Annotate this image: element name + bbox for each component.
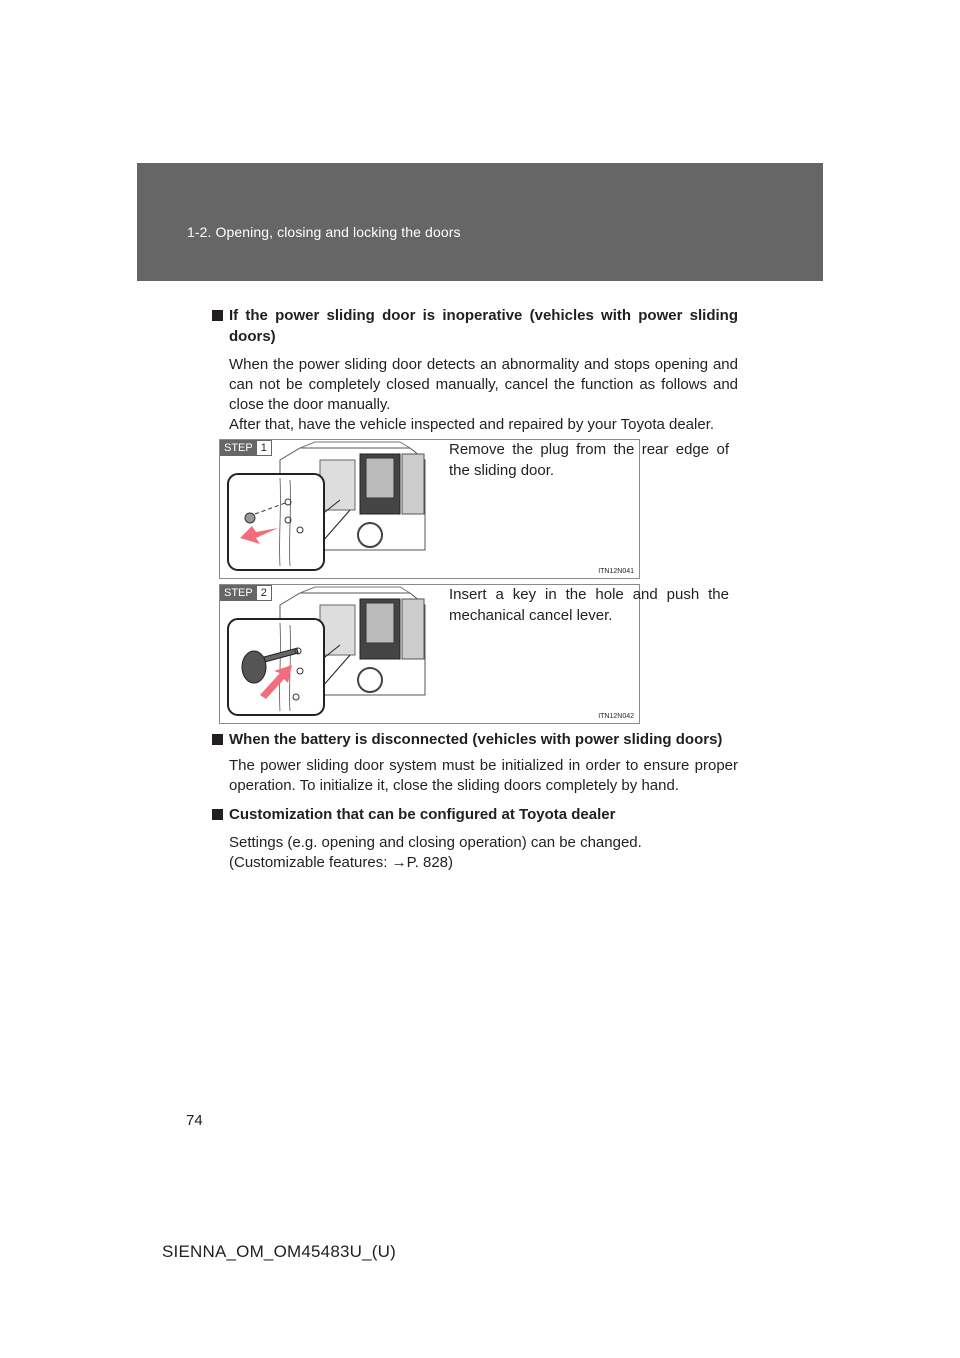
section-body [212, 355, 738, 435]
square-bullet-icon [212, 310, 223, 321]
figure-code: ITN12N041 [598, 568, 634, 575]
section-heading [212, 305, 738, 347]
sliding-door-illustration [220, 440, 430, 578]
body-paragraph: Settings (e.g. opening and closing operation) can be changed. [229, 834, 642, 851]
body-paragraph: The power sliding door system must be initialized in order to ensure proper operation. To initialize it, close the sliding doors completely by hand. [229, 757, 738, 794]
step-instruction: Remove the plug from the rear edge of the sliding door. [449, 441, 729, 479]
page-number: 74 [186, 1112, 203, 1129]
section-body [212, 756, 738, 796]
step-2 [212, 584, 738, 724]
heading-text: When the battery is disconnected (vehicles with power sliding doors) [229, 731, 723, 748]
section-body [212, 833, 738, 873]
key-cancel-lever-illustration [220, 585, 430, 723]
step-word: STEP [220, 585, 257, 601]
page-content [212, 305, 738, 873]
section-heading [212, 804, 738, 825]
step-number: 1 [257, 440, 272, 456]
document-id: SIENNA_OM_OM45483U_(U) [162, 1242, 396, 1261]
step-label [220, 440, 272, 456]
section-header-bar [137, 163, 823, 281]
square-bullet-icon [212, 809, 223, 820]
body-paragraph: When the power sliding door detects an abnormality and stops opening and can not be completely closed manually, cancel the function as follows and close the door manually. [229, 356, 738, 413]
square-bullet-icon [212, 734, 223, 745]
heading-text: Customization that can be configured at Toyota dealer [229, 806, 616, 823]
figure-code: ITN12N042 [598, 713, 634, 720]
cross-reference: (Customizable features: →P. 828) [229, 854, 453, 871]
step-word: STEP [220, 440, 257, 456]
step-instruction: Insert a key in the hole and push the mechanical cancel lever. [449, 586, 729, 624]
step-number: 2 [257, 585, 272, 601]
step-1 [212, 439, 738, 579]
body-paragraph: After that, have the vehicle inspected and repaired by your Toyota dealer. [229, 416, 715, 433]
heading-text: If the power sliding door is inoperative (vehicles with power sliding doors) [229, 307, 738, 345]
section-title: 1-2. Opening, closing and locking the doors [187, 224, 461, 240]
step-label [220, 585, 272, 601]
section-heading [212, 729, 738, 750]
